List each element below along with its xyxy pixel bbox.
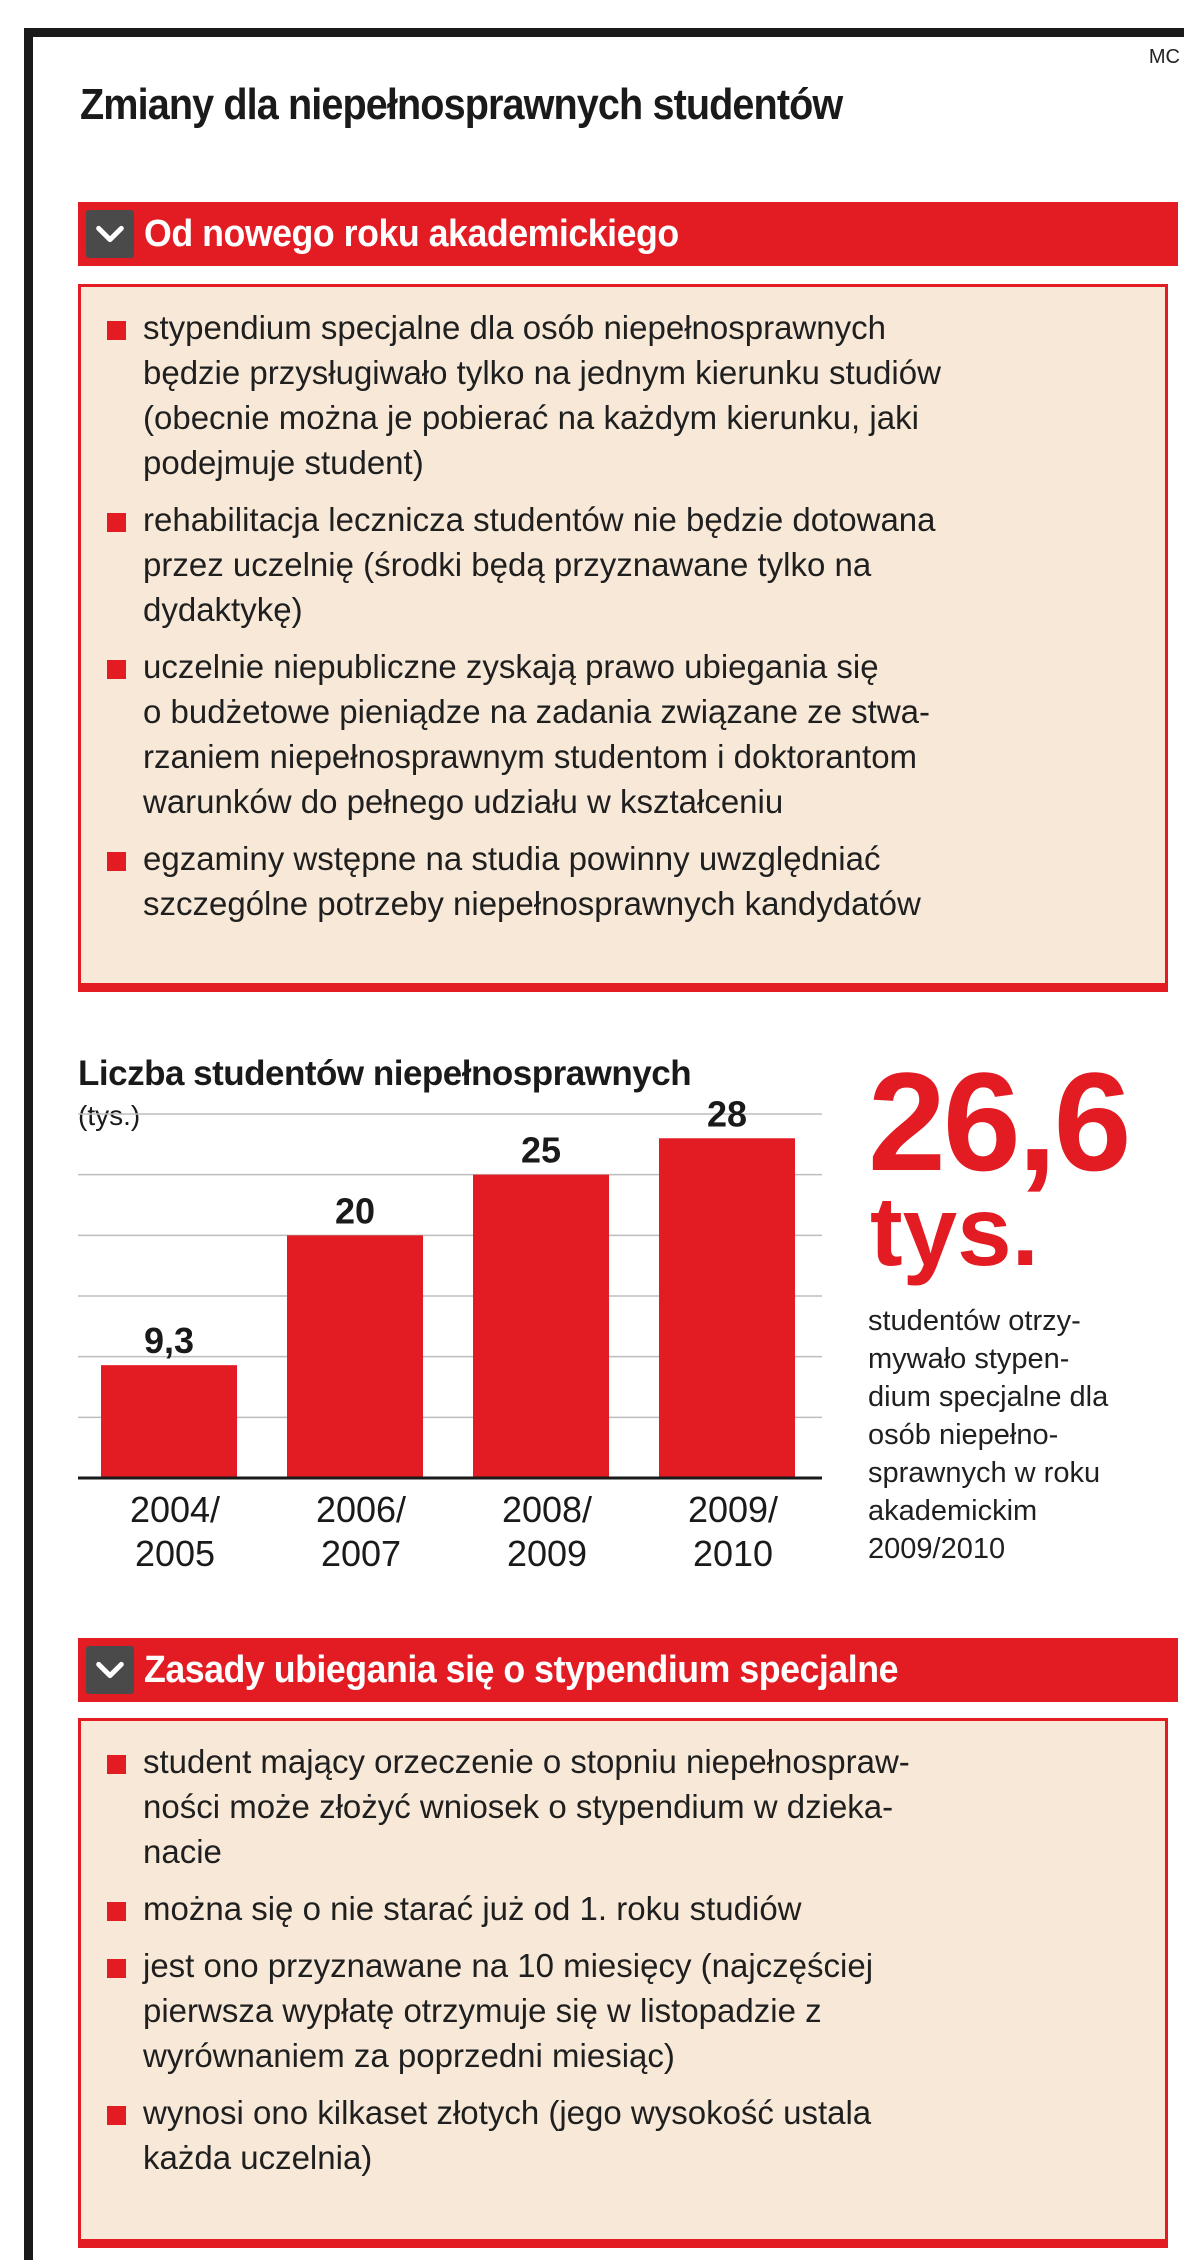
section-heading: Od nowego roku akademickiego [144,212,679,255]
description-line: osób niepełno- [868,1419,1059,1451]
item-line: każda uczelnia) [143,2139,373,2176]
bar [473,1175,609,1478]
data-label: 28 [706,1093,748,1135]
item-line: rehabilitacja lecznicza studentów nie będzie dotowana [143,501,936,538]
item-line: dydaktykę) [143,591,303,628]
list-item [107,497,1147,632]
page-title: Zmiany dla niepełnosprawnych studentów [80,80,843,129]
section-heading: Zasady ubiegania się o stypendium specjalne [144,1648,898,1691]
square-bullet-icon [107,852,126,871]
item-line: można się o nie starać już od 1. roku studiów [143,1890,802,1927]
list-item [107,644,1147,824]
panel-scholarship-rules [78,1718,1168,2248]
list-item [107,2090,1147,2180]
square-bullet-icon [107,1959,126,1978]
item-line: egzaminy wstępne na studia powinny uwzględniać [143,840,881,877]
item-line: będzie przysługiwało tylko na jednym kierunku studiów [143,354,941,391]
bar [287,1235,423,1478]
chart-unit-label: (tys.) [78,1100,141,1131]
data-label: 25 [520,1129,562,1171]
bar [659,1138,795,1478]
frame-left-border [24,28,33,2260]
list-item [107,1739,1147,1874]
description-line: dium specjalne dla [868,1381,1109,1413]
list-item [107,1886,1147,1931]
square-bullet-icon [107,321,126,340]
item-line: wyrównaniem za poprzedni miesiąc) [143,2037,675,2074]
item-line: uczelnie niepubliczne zyskają prawo ubiegania się [143,648,879,685]
item-line: szczególne potrzeby niepełnosprawnych kandydatów [143,885,921,922]
highlight-description [868,1302,1178,1568]
chart-title: Liczba studentów niepełnosprawnych [78,1054,692,1093]
description-line: sprawnych w roku [868,1457,1101,1489]
item-line: (obecnie można je pobierać na każdym kierunku, jaki [143,399,919,436]
item-line: nacie [143,1833,222,1870]
x-tick-label: 2009/ [687,1489,779,1530]
section-header-new-year [78,202,1178,266]
bar [101,1365,237,1478]
highlight-unit: tys. [870,1176,1039,1286]
list-item [107,1943,1147,2078]
description-line: akademickim [868,1495,1038,1527]
x-tick-label: 2007 [320,1533,402,1574]
item-line: pierwsza wypłatę otrzymuje się w listopadzie z [143,1992,822,2029]
square-bullet-icon [107,1902,126,1921]
list-item [107,305,1147,485]
square-bullet-icon [107,660,126,679]
x-tick-label: 2010 [692,1533,774,1574]
square-bullet-icon [107,1755,126,1774]
x-tick-label: 2006/ [315,1489,407,1530]
x-tick-label: 2008/ [501,1489,593,1530]
list-item [107,836,1147,926]
square-bullet-icon [107,513,126,532]
description-line: studentów otrzy- [868,1305,1081,1337]
data-label: 9,3 [143,1320,195,1362]
rules-list [107,1739,1147,2180]
x-tick-label: 2004/ [129,1489,221,1530]
square-bullet-icon [107,2106,126,2125]
item-line: warunków do pełnego udziału w kształceniu [143,783,784,820]
item-line: przez uczelnię (środki będą przyznawane tylko na [143,546,872,583]
item-line: podejmuje student) [143,444,424,481]
item-line: wynosi ono kilkaset złotych (jego wysokość ustala [143,2094,872,2131]
item-line: stypendium specjalne dla osób niepełnosprawnych [143,309,886,346]
frame-top-border [24,28,1184,37]
item-line: jest ono przyznawane na 10 miesięcy (najczęściej [143,1947,874,1984]
panel-new-year-changes [78,284,1168,992]
chevron-down-icon [86,1646,134,1694]
data-label: 20 [334,1190,376,1232]
item-line: o budżetowe pieniądze na zadania związane ze stwa- [143,693,931,730]
author-credit: MC [1148,46,1180,68]
section-header-scholarship-rules [78,1638,1178,1702]
x-tick-label: 2009 [506,1533,588,1574]
x-tick-label: 2005 [134,1533,216,1574]
description-line: mywało stypen- [868,1343,1070,1375]
chevron-down-icon [86,210,134,258]
changes-list [107,305,1147,926]
item-line: student mający orzeczenie o stopniu niepełnospraw- [143,1743,910,1780]
item-line: rzaniem niepełnosprawnym studentom i doktorantom [143,738,918,775]
highlight-number: 26,6 [868,1043,1129,1200]
item-line: ności może złożyć wniosek o stypendium w dzieka- [143,1788,894,1825]
description-line: 2009/2010 [868,1533,1006,1565]
